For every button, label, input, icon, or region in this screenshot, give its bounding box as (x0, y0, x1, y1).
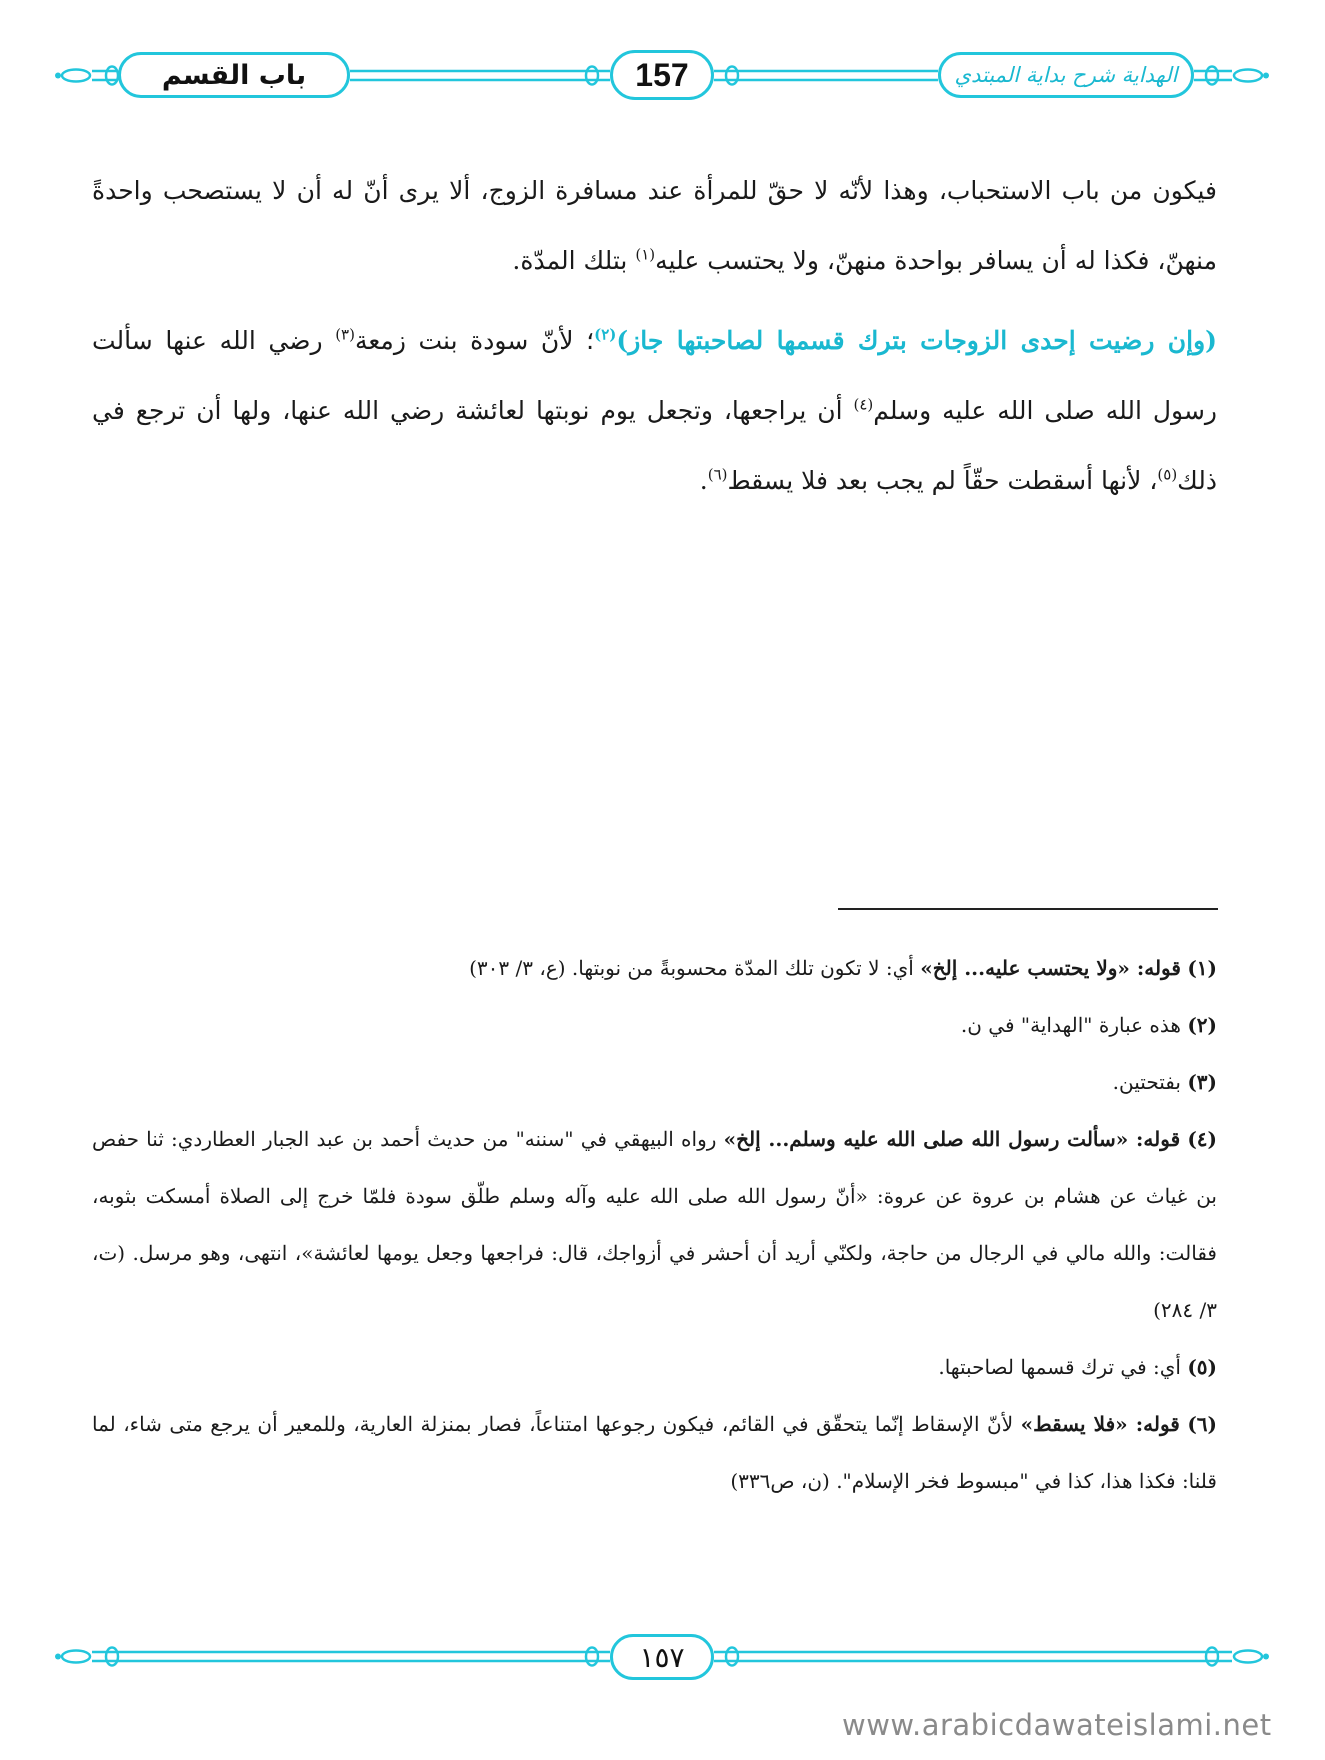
footnote-text: لأنّ الإسقاط إنّما يتحقّق في القائم، فيكون رجوعها امتناعاً، فصار بمنزلة العارية، وللمعير أن يرجع متى شاء، لما قلنا: فكذا هذا، كذا في "مبسوط فخر الإسلام". (ن، ص٣٣٦) (92, 1412, 1217, 1493)
paragraph-text: ؛ لأنّ سودة بنت زمعة (354, 326, 595, 355)
footnote-ref[interactable]: (٤) (853, 395, 874, 414)
footnote-lemma: قوله: «سألت رسول الله صلى الله عليه وسلم... إلخ» (723, 1127, 1181, 1151)
footnote-lemma: قوله: «فلا يسقط» (1020, 1412, 1180, 1436)
matn-highlight: (وإن رضيت إحدى الزوجات بترك قسمها لصاحبتها جاز) (616, 326, 1218, 355)
footnote-ref[interactable]: (٢) (594, 325, 617, 344)
footnote-number: (٢) (1187, 1013, 1217, 1037)
paragraph-text: فيكون من باب الاستحباب، وهذا لأنّه لا حقّ للمرأة عند مسافرة الزوج، ألا يرى أنّ له أن لا يستصحب واحدةً منهنّ، فكذا له أن يسافر بواحدة منهنّ، ولا يحتسب عليه (92, 176, 1217, 275)
footnote-2 (92, 997, 1217, 1054)
footnote-number: (٦) (1187, 1412, 1218, 1436)
footnote-1 (92, 940, 1217, 997)
footnote-ref[interactable]: (٣) (335, 325, 355, 344)
footnote-divider (838, 908, 1218, 910)
footnote-3 (92, 1054, 1217, 1111)
footnote-text: أي: في ترك قسمها لصاحبتها. (938, 1355, 1181, 1379)
paragraph-text: . (699, 466, 708, 495)
book-title: الهداية شرح بداية المبتدي (954, 63, 1178, 87)
chapter-title: باب القسم (161, 59, 307, 91)
footnote-text: رواه البيهقي في "سننه" من حديث أحمد بن عبد الجبار العطاردي: ثنا حفص بن غياث عن هشام بن عروة عن عروة: «أنّ رسول الله صلى الله عليه وآله وسلم طلّق سودة فلمّا خرج إلى الصلاة أمسكت بثوبه، فقالت: والله مالي في الرجال من حاجة، ولكنّي أريد أن أحشر في أزواجك، قال: فراجعها وجعل يومها لعائشة»، انتهى، وهو مرسل. (ت، ٣/ ٢٨٤) (92, 1127, 1217, 1322)
footnote-number: (١) (1187, 956, 1217, 980)
footnote-number: (٣) (1187, 1070, 1217, 1094)
footnote-ref[interactable]: (٥) (1157, 465, 1178, 484)
main-paragraph-1 (92, 156, 1217, 296)
footnote-4 (92, 1111, 1217, 1339)
footnote-number: (٥) (1187, 1355, 1217, 1379)
page-number: 157 (635, 56, 689, 93)
chapter-title-pill (118, 52, 350, 98)
footnote-text: هذه عبارة "الهداية" في ن. (960, 1013, 1181, 1037)
main-text (92, 156, 1217, 526)
footnote-6 (92, 1396, 1217, 1510)
paragraph-text: رضي الله عنها سألت رسول الله صلى الله عليه وسلم (92, 326, 1217, 425)
footnote-ref[interactable]: (٦) (707, 465, 728, 484)
page-number-pill (610, 50, 714, 100)
paragraph-text: أن يراجعها، وتجعل يوم نوبتها لعائشة رضي الله عنها، ولها أن ترجع في ذلك (92, 396, 1217, 495)
footnote-text: بفتحتين. (1112, 1070, 1181, 1094)
paragraph-text: ، لأنها أسقطت حقّاً لم يجب بعد فلا يسقط (727, 466, 1158, 495)
main-paragraph-2 (92, 306, 1217, 516)
paragraph-text: بتلك المدّة. (512, 246, 636, 275)
footnote-ref[interactable]: (١) (635, 245, 656, 264)
book-title-pill (938, 52, 1194, 98)
website-watermark: www.arabicdawateislami.net (842, 1708, 1272, 1742)
footnote-lemma: قوله: «ولا يحتسب عليه... إلخ» (920, 956, 1181, 980)
footer-page-number-pill (610, 1634, 714, 1680)
footnotes (92, 940, 1217, 1510)
footnote-number: (٤) (1187, 1127, 1218, 1151)
footnote-5 (92, 1339, 1217, 1396)
footer-page-number: ١٥٧ (639, 1640, 685, 1674)
footnote-text: أي: لا تكون تلك المدّة محسوبةً من نوبتها. (ع، ٣/ ٣٠٣) (469, 956, 921, 980)
